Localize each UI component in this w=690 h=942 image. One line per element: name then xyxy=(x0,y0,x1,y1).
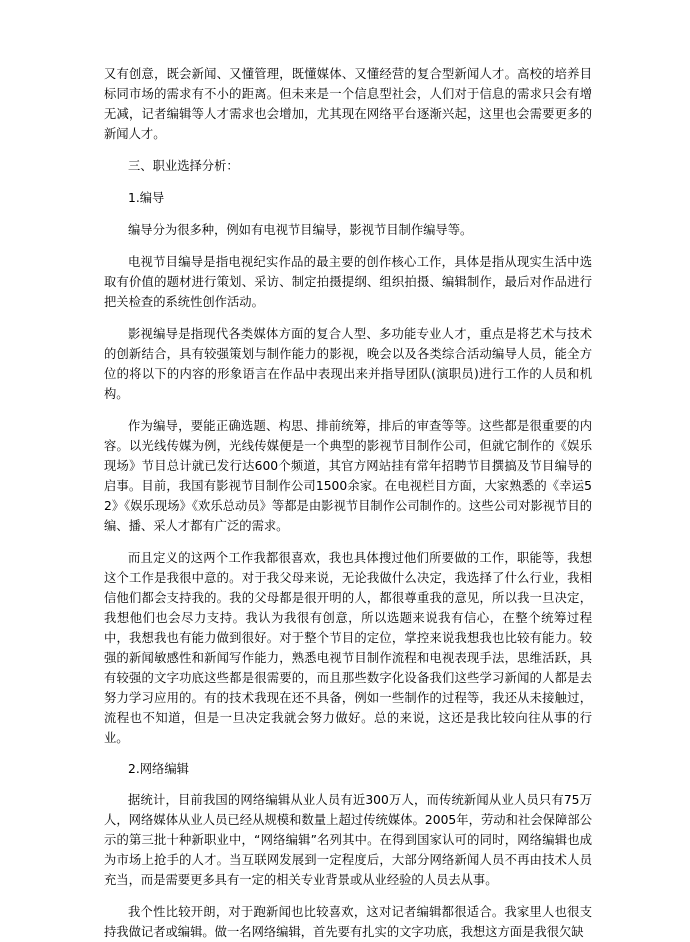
document-body xyxy=(104,64,592,942)
section-heading-career-analysis: 三、职业选择分析： xyxy=(128,159,239,173)
paragraph-tv-director: 电视节目编导是指电视纪实作品的最主要的创作核心工作，具体是指从现实生活中选取有价值的题材进行策划、采访、制定拍摄提纲、组织拍摄、编辑制作，最后对作品进行把关检查的系统性创作活动。 xyxy=(104,255,592,309)
paragraph-director-duties: 作为编导，要能正确选题、构思、排前统筹，排后的审查等等。这些都是很重要的内容。以光线传媒为例，光线传媒便是一个典型的影视节目制作公司，但就它制作的《娱乐现场》节目总计就已发行达600个频道，其官方网站挂有常年招聘节目撰搞及节目编导的启事。目前，我国有影视节目制作公司1500余家。在电视栏目方面，大家熟悉的《幸运52》《娱乐现场》《欢乐总动员》等都是由影视节目制作公司制作的。这些公司对影视节目的编、播、采人才都有广泛的需求。 xyxy=(104,419,592,533)
subheading-web-editor: 2.网络编辑 xyxy=(128,762,189,776)
paragraph-intro-continued: 又有创意，既会新闻、又懂管理，既懂媒体、又懂经营的复合型新闻人才。高校的培养目标同市场的需求有不小的距离。但未来是一个信息型社会，人们对于信息的需求只会有增无减，记者编辑等人才需求也会增加，尤其现在网络平台逐渐兴起，这里也会需要更多的新闻人才。 xyxy=(104,67,592,141)
paragraph-web-editor-stats: 据统计，目前我国的网络编辑从业人员有近300万人，而传统新闻从业人员只有75万人，网络媒体从业人员已经从规模和数量上超过传统媒体。2005年，劳动和社会保障部公示的第三批十种新职业中，“网络编辑”名列其中。在得到国家认可的同时，网络编辑也成为市场上抢手的人才。当互联网发展到一定程度后，大部分网络新闻人员不再由技术人员充当，而是需要更多具有一定的相关专业背景或从业经验的人员去从事。 xyxy=(104,793,592,887)
paragraph-personal-fit-director: 而且定义的这两个工作我都很喜欢，我也具体搜过他们所要做的工作，职能等，我想这个工作是我很中意的。对于我父母来说，无论我做什么决定，我选择了什么行业，我相信他们都会支持我的。我的父母都是很开明的人，都很尊重我的意见，所以我一旦决定，我想他们也会尽力支持。我认为我很有创意，所以选题来说我有信心，在整个统筹过程中，我想我也有能力做到很好。对于整个节目的定位，掌控来说我想我也比较有能力。较强的新闻敏感性和新闻写作能力，熟悉电视节目制作流程和电视表现手法，思维活跃，具有较强的文字功底这些都是很需要的，而且那些数字化设备我们这些学习新闻的人都是去努力学习应用的。有的技术我现在还不具备，例如一些制作的过程等，我还从未接触过，流程也不知道，但是一旦决定我就会努力做好。总的来说，这还是我比较向往从事的行业。 xyxy=(104,551,592,745)
paragraph-director-types: 编导分为很多种，例如有电视节目编导，影视节目制作编导等。 xyxy=(128,223,473,237)
paragraph-personal-fit-editor: 我个性比较开朗，对于跑新闻也比较喜欢，这对记者编辑都很适合。我家里人也很支持我做记者或编辑。做一名网络编辑，首先要有扎实的文字功底，我想这方面是我很欠缺 xyxy=(104,905,592,939)
subheading-director: 1.编导 xyxy=(128,191,165,205)
paragraph-film-director: 影视编导是指现代各类媒体方面的复合人型、多功能专业人才，重点是将艺术与技术的创新结合，具有较强策划与制作能力的影视，晚会以及各类综合活动编导人员，能全方位的将以下的内容的形象语言在作品中表现出来并指导团队(演职员)进行工作的人员和机构。 xyxy=(104,327,592,401)
